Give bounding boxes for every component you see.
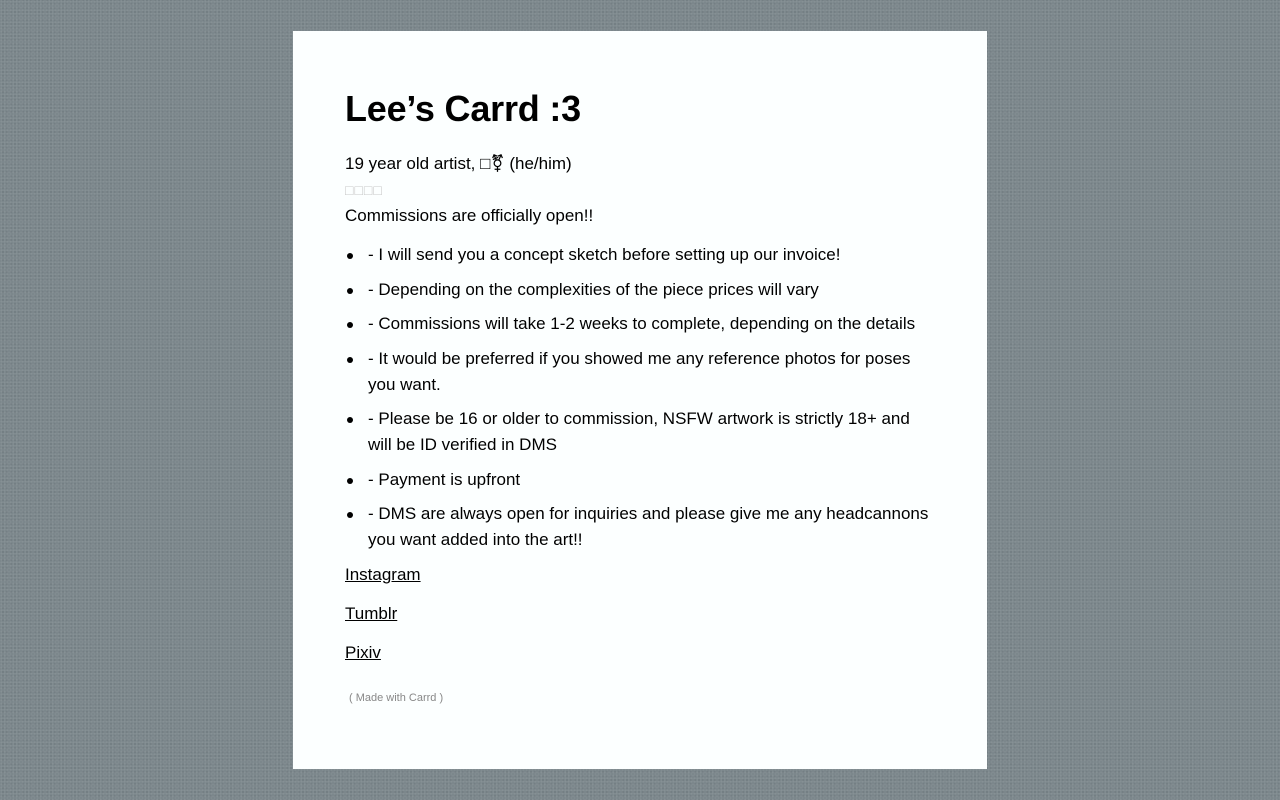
tumblr-link[interactable]: Tumblr [345,603,398,623]
instagram-link[interactable]: Instagram [345,564,421,584]
list-item: - I will send you a concept sketch before setting up our invoice! [345,242,935,268]
bullet-icon [347,288,353,294]
list-item: - Depending on the complexities of the piece prices will vary [345,277,935,303]
rules-list [345,242,935,553]
list-item: - Commissions will take 1-2 weeks to complete, depending on the details [345,311,935,337]
made-with-carrd-link[interactable]: ( Made with Carrd ) [349,691,444,704]
bullet-icon [347,357,353,363]
page-title: Lee’s Carrd :3 [345,88,581,129]
list-item: - DMS are always open for inquiries and please give me any headcannons you want added into the art!! [345,501,935,553]
emoji-placeholders: □□□□ [345,182,383,198]
commission-status: Commissions are officially open!! [345,206,594,225]
bullet-icon [347,478,353,484]
list-item: - Please be 16 or older to commission, NSFW artwork is strictly 18+ and will be ID verified in DMS [345,406,935,458]
list-item: - Payment is upfront [345,467,935,493]
bullet-icon [347,253,353,259]
bullet-icon [347,417,353,423]
pixiv-link[interactable]: Pixiv [345,642,381,662]
list-item: - It would be preferred if you showed me any reference photos for poses you want. [345,346,935,398]
bullet-icon [347,322,353,328]
intro-text: 19 year old artist, □⚧ (he/him) [345,154,572,173]
social-links [345,562,935,666]
profile-card [293,31,987,769]
bullet-icon [347,512,353,518]
